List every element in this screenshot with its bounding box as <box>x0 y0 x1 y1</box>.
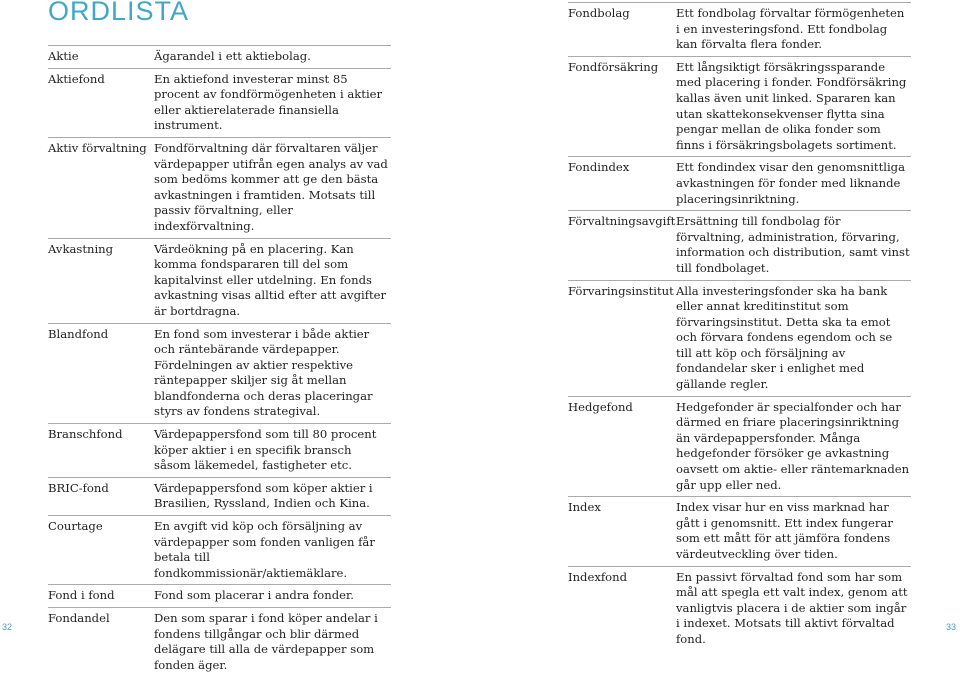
glossary-term: Index <box>568 500 601 515</box>
glossary-entry <box>568 210 911 279</box>
glossary-entry <box>568 396 911 497</box>
glossary-definition: Den som sparar i fond köper andelar i fondens tillgångar och blir därmed delägare till alla de värdepapper som fonden äger. <box>154 611 378 672</box>
glossary-right-column <box>568 2 911 651</box>
glossary-entry <box>568 2 911 56</box>
glossary-definition: Index visar hur en viss marknad har gått i genomsnitt. Ett index fungerar som ett mått för att jämföra fondens värdeutveckling över tiden. <box>676 500 893 561</box>
glossary-entry <box>568 56 911 157</box>
glossary-term: Aktiefond <box>48 71 105 86</box>
glossary-term: Förvaltningsavgift <box>568 214 676 229</box>
glossary-definition: Värdeökning på en placering. Kan komma fondspararen till del som kapitalvinst eller utdelning. En fonds avkastning visas alltid efter att avgifter är bortdragna. <box>154 241 387 318</box>
glossary-definition: En passivt förvaltad fond som har som mål att spegla ett valt index, genom att vanligtvis placera i de aktier som ingår i indexet. Motsats till aktivt förvaltad fond. <box>676 569 908 646</box>
glossary-term: Fondförsäkring <box>568 59 659 74</box>
glossary-term: Fondbolag <box>568 6 630 20</box>
glossary-definition: Hedgefonder är specialfonder och har därmed en friare placeringsinriktning än värdepappersfonder. Många hedgefonder försöker ge avkastning oavsett om aktie- eller räntemarknaden går upp eller ned. <box>676 399 910 492</box>
glossary-term: Hedgefond <box>568 399 633 414</box>
glossary-left-column <box>48 45 391 676</box>
page-number-right: 33 <box>945 622 956 632</box>
glossary-entry <box>568 566 911 651</box>
glossary-term: Indexfond <box>568 569 628 584</box>
glossary-definition: Alla investeringsfonder ska ha bank eller annat kreditinstitut som förvaringsinstitut. Detta ska ta emot och förvara fondens egendom och se till att köp och försäljning av fondandelar sker i enlighet med gällande regler. <box>676 283 893 392</box>
glossary-term: Branschfond <box>48 427 123 442</box>
glossary-definition: Ett fondindex visar den genomsnittliga avkastningen för fonder med liknande placeringsinriktning. <box>676 160 906 206</box>
glossary-definition: Fond som placerar i andra fonder. <box>154 588 354 603</box>
glossary-entry <box>48 584 391 607</box>
page-number-left: 32 <box>2 622 13 632</box>
glossary-term: Aktiv förvaltning <box>48 140 147 155</box>
glossary-definition: Ersättning till fondbolag för förvaltning, administration, förvaring, information och distribution, samt vinst till fondbolaget. <box>676 214 910 275</box>
glossary-entry <box>48 515 391 584</box>
glossary-definition: Värdepappersfond som köper aktier i Brasilien, Ryssland, Indien och Kina. <box>154 480 373 511</box>
glossary-term: Blandfond <box>48 326 109 341</box>
glossary-term: Courtage <box>48 519 103 534</box>
glossary-entry <box>48 45 391 68</box>
glossary-entry <box>568 280 911 396</box>
glossary-term: BRIC-fond <box>48 480 109 495</box>
glossary-entry <box>48 423 391 477</box>
glossary-term: Fondindex <box>568 160 630 175</box>
glossary-entry <box>48 323 391 424</box>
glossary-entry <box>48 607 391 676</box>
glossary-term: Fond i fond <box>48 588 115 603</box>
glossary-definition: En avgift vid köp och försäljning av värdepapper som fonden vanligen får betala till fondkommissionär/aktiemäklare. <box>154 519 375 580</box>
glossary-term: Förvaringsinstitut <box>568 283 674 298</box>
glossary-definition: En aktiefond investerar minst 85 procent av fondförmögenheten i aktier eller aktierelaterade finansiella instrument. <box>154 71 383 133</box>
glossary-entry <box>568 156 911 210</box>
glossary-term: Avkastning <box>48 241 114 256</box>
glossary-entry <box>48 68 391 137</box>
glossary-definition: En fond som investerar i både aktier och räntebärande värdepapper. Fördelningen av aktier respektive räntepapper skiljer sig åt mellan blandfonderna och deras placeringar styrs av fondens strategival. <box>154 326 373 419</box>
glossary-term: Aktie <box>48 49 79 63</box>
page-title: ORDLISTA <box>48 0 190 26</box>
glossary-definition: Ett fondbolag förvaltar förmögenheten i en investeringsfond. Ett fondbolag kan förvalta flera fonder. <box>676 6 905 52</box>
glossary-entry <box>568 496 911 565</box>
glossary-entry <box>48 477 391 515</box>
glossary-definition: Ett långsiktigt försäkringssparande med placering i fonder. Fondförsäkring kallas även unit linked. Spararen kan utan skattekonsekvenser flytta sina pengar mellan de olika fonder som finns i försäkringsbolagets sortiment. <box>676 59 907 152</box>
glossary-entry <box>48 238 391 323</box>
glossary-term: Fondandel <box>48 611 110 625</box>
glossary-entry <box>48 137 391 238</box>
glossary-definition: Fondförvaltning där förvaltaren väljer värdepapper utifrån egen analys av vad som bedöms kommer att ge den bästa avkastningen i framtiden. Motsats till passiv förvaltning, eller indexförvaltning. <box>154 140 388 233</box>
glossary-definition: Ägarandel i ett aktiebolag. <box>154 49 311 63</box>
glossary-definition: Värdepappersfond som till 80 procent köper aktier i en specifik bransch såsom läkemedel, fastigheter etc. <box>154 427 377 473</box>
